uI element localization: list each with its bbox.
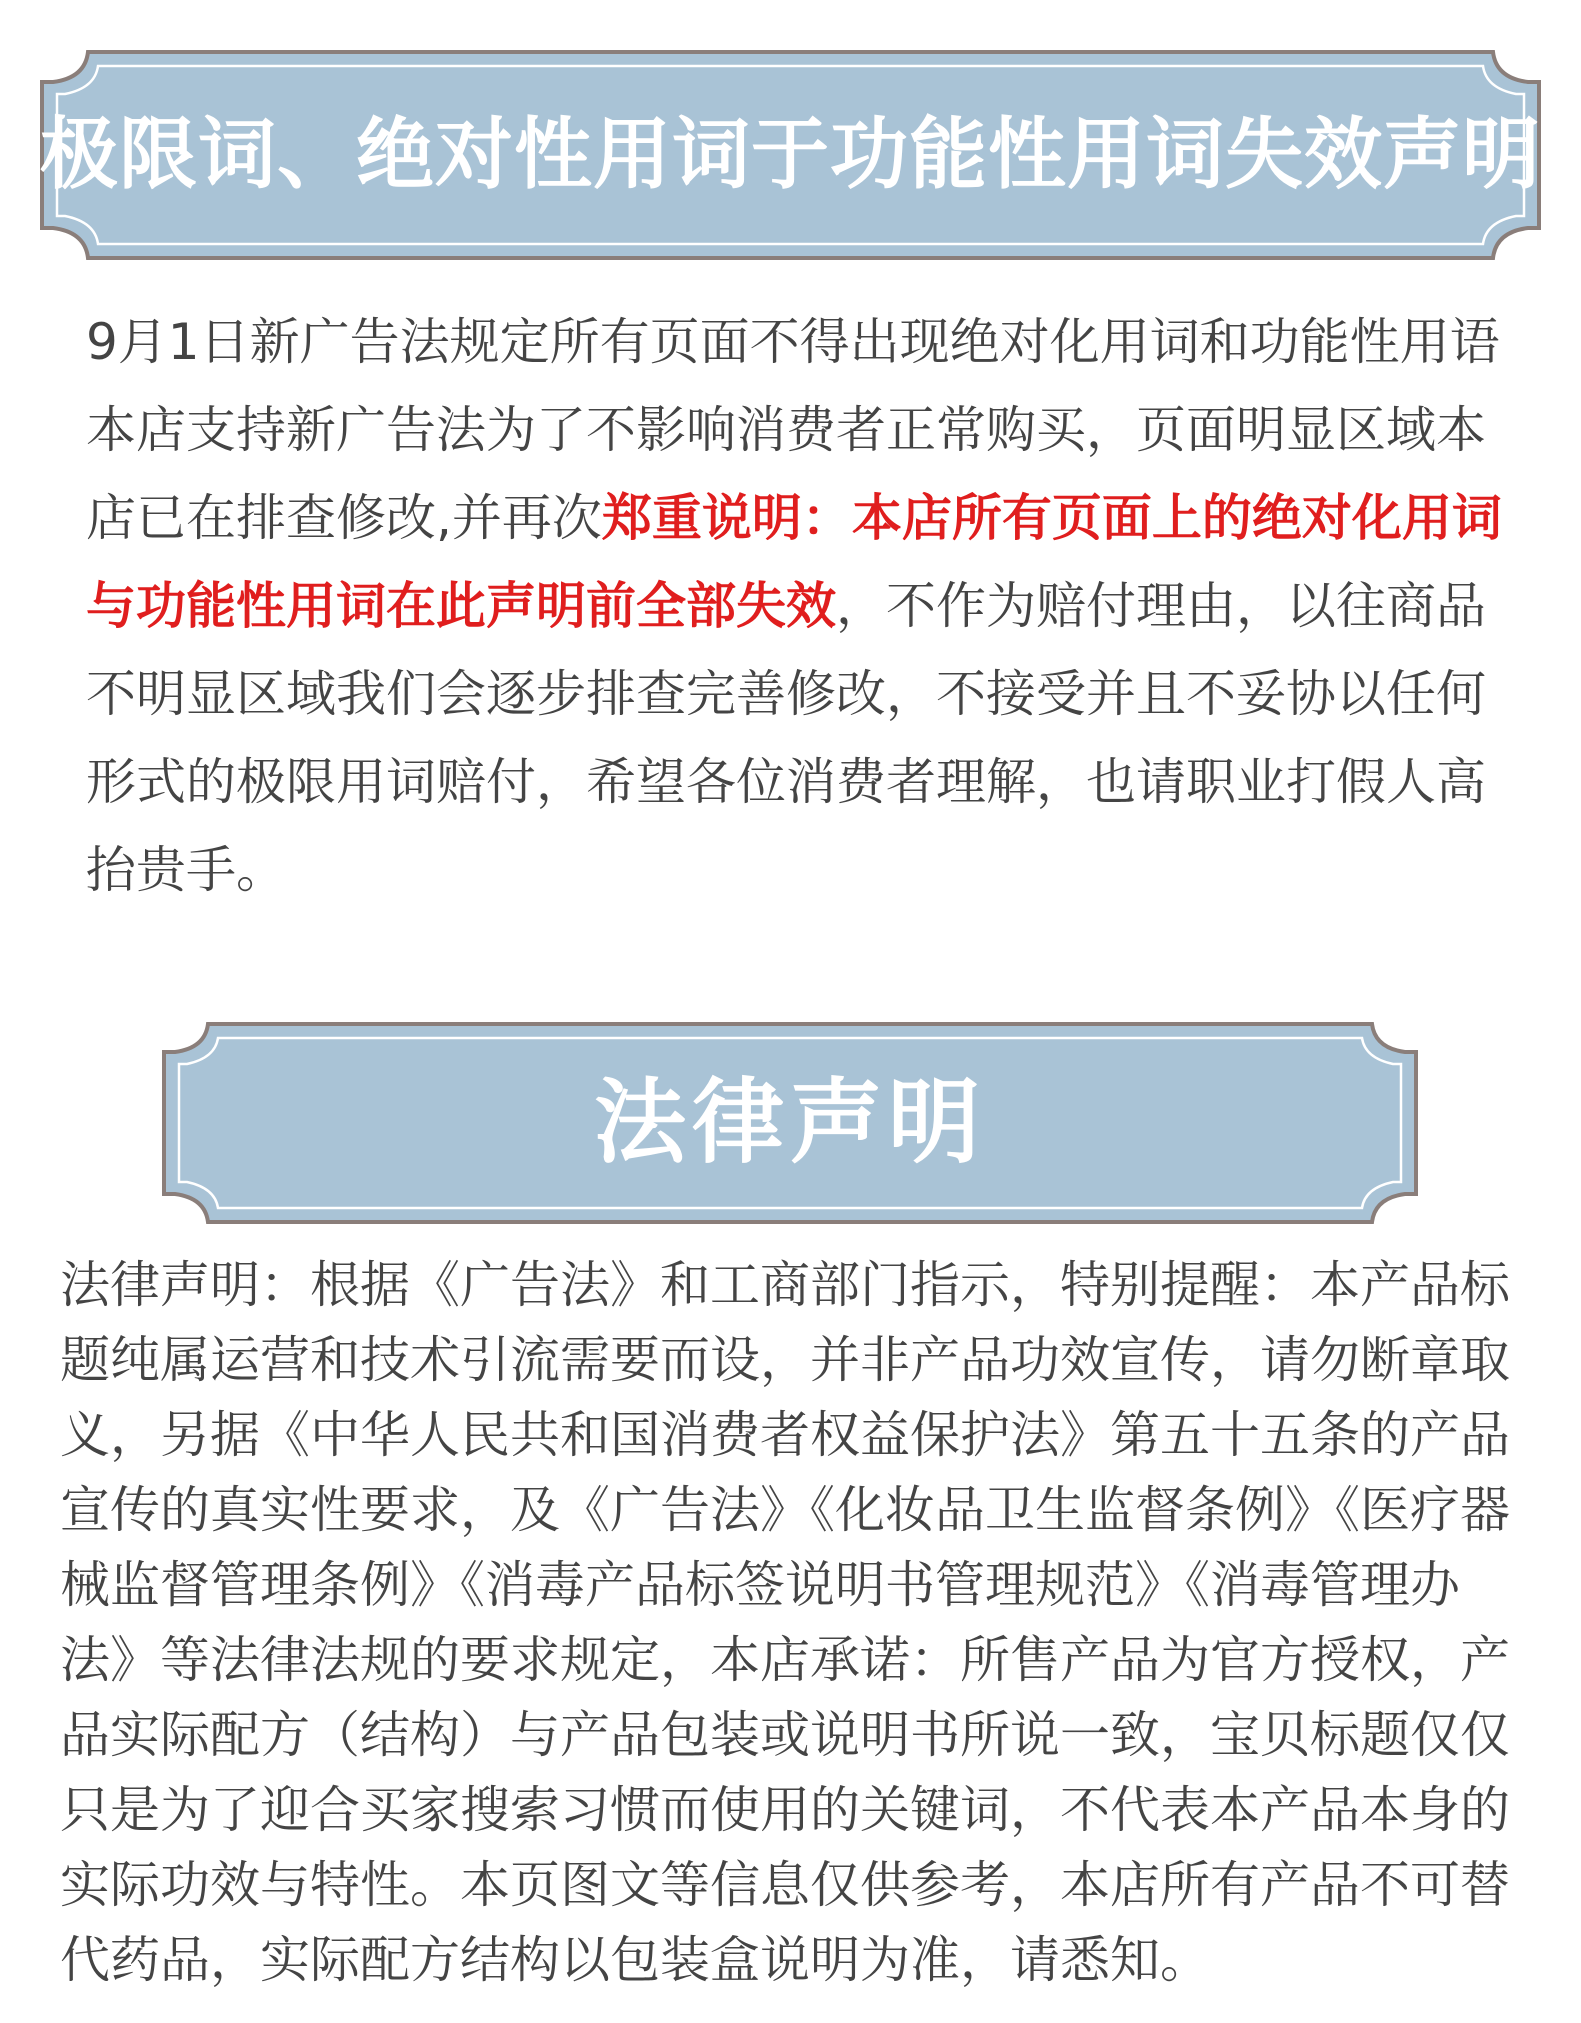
notice-text-start: 9月1日新广告法规定所有页面不得出现绝对化用词和功能性用语本店支持新广告法为了不影响消费者正常购买，页面明显区域本店已在排查修改,并再次	[86, 313, 1500, 547]
disclaimer-title: 极限词、绝对性用词于功能性用词失效声明	[39, 110, 1541, 200]
notice-highlight: 郑重说明：本店所有页面上的绝对化用词与功能性用词在此声明前全部失效	[86, 489, 1502, 635]
legal-title: 法律声明	[593, 1069, 986, 1176]
legal-banner	[160, 1020, 1420, 1226]
disclaimer-banner	[38, 48, 1543, 262]
disclaimer-paragraph	[86, 298, 1506, 914]
notice-text-end: ，不作为赔付理由，以往商品 不明显区域我们会逐步排查完善修改，不接受并且不妥协以任何形式的极限用词赔付，希望各位消费者理解，也请职业打假人高抬贵手。	[86, 577, 1486, 899]
legal-paragraph: 法律声明：根据《广告法》和工商部门指示，特别提醒：本产品标题纯属运营和技术引流需要而设，并非产品功效宣传，请勿断章取义，另据《中华人民共和国消费者权益保护法》第五十五条的产品宣传的真实性要求，及《广告法》《化妆品卫生监督条例》《医疗器械监督管理条例》《消毒产品标签说明书管理规范》《消毒管理办法》等法律法规的要求规定，本店承诺：所售产品为官方授权，产品实际配方（结构）与产品包装或说明书所说一致，宝贝标题仅仅只是为了迎合买家搜索习惯而使用的关键词，不代表本产品本身的实际功效与特性。本页图文等信息仅供参考，本店所有产品不可替代药品，实际配方结构以包装盒说明为准，请悉知。	[60, 1256, 1510, 1989]
